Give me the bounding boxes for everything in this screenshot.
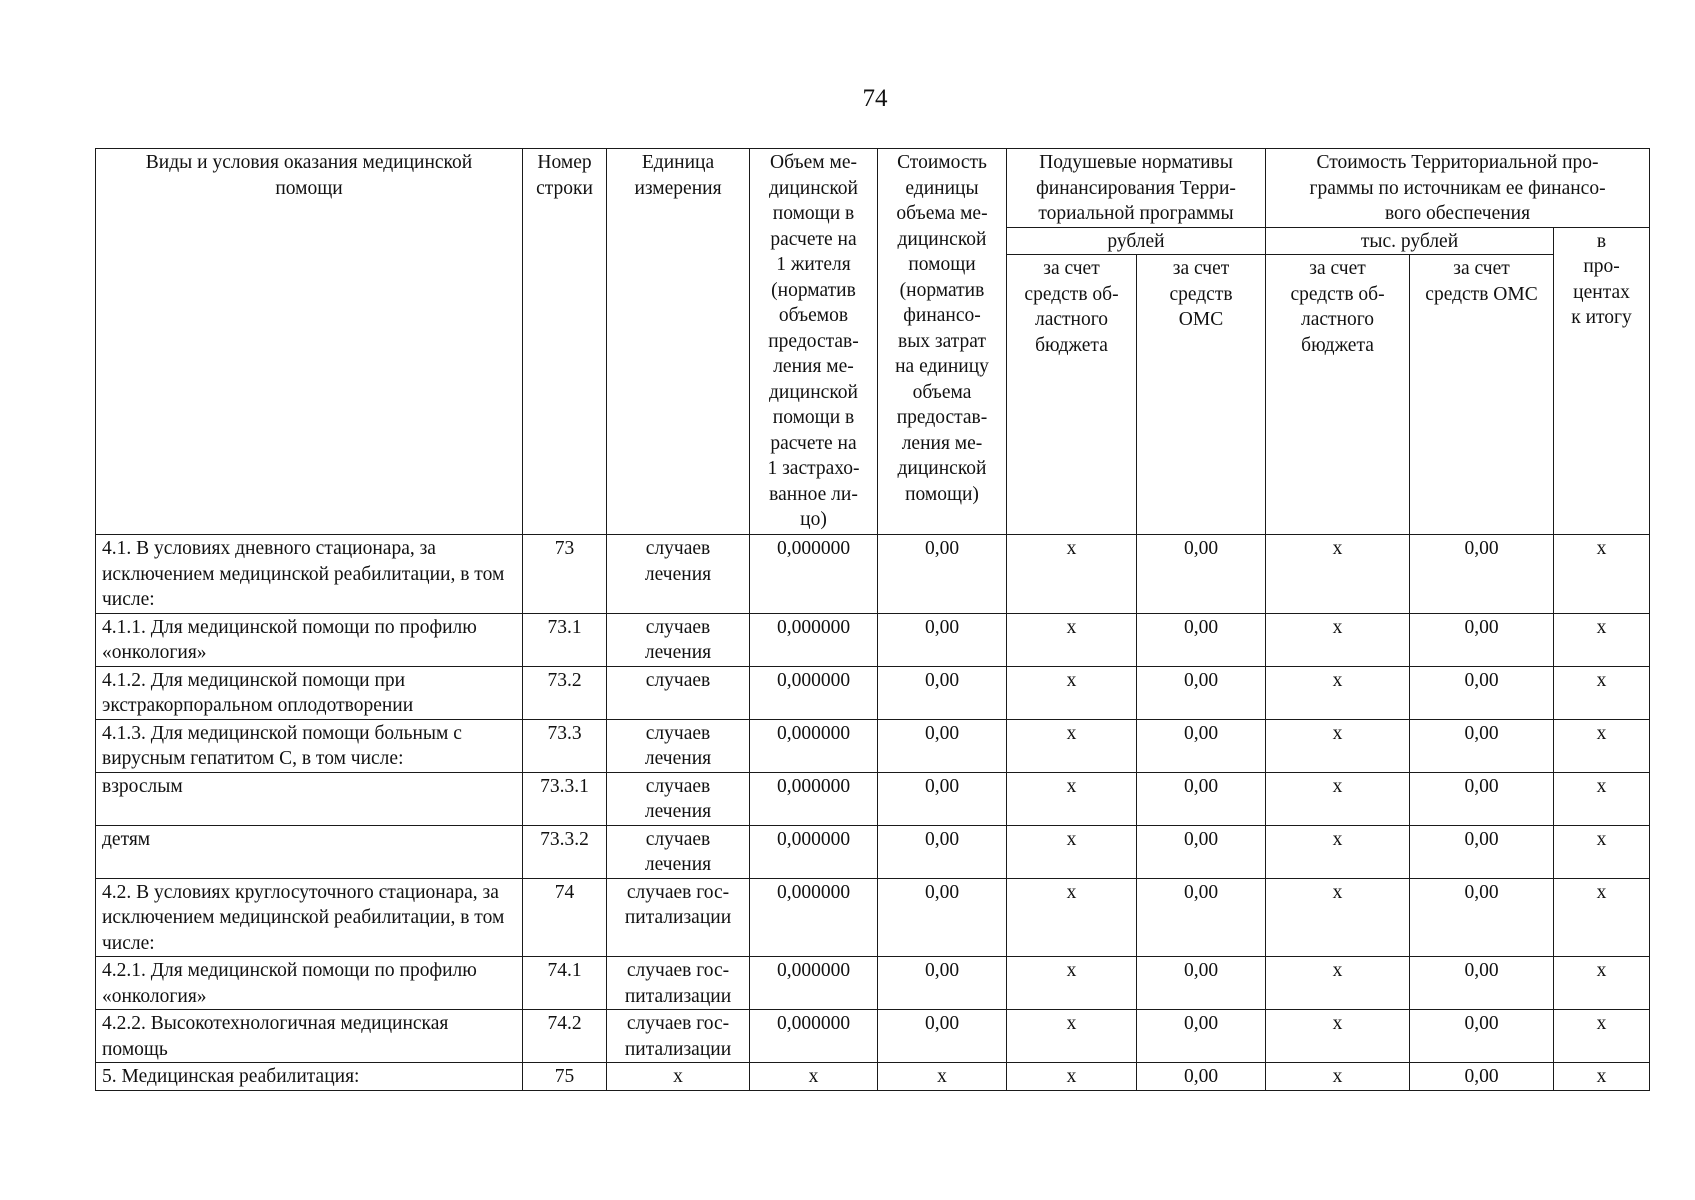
header-volume: Объем ме- дицинской помощи в расчете на 1 жителя (норматив объемов предостав- ления ме- дицинской помощи в расчете на 1 застрахо- ванное ли- цо) [750, 149, 878, 535]
row-name: 4.1.3. Для медицинской помощи больным с вирусным гепатитом С, в том числе: [96, 719, 523, 772]
row-per-capita-regional: х [1007, 772, 1137, 825]
row-percent: х [1554, 825, 1650, 878]
row-volume: 0,000000 [750, 535, 878, 614]
row-cost-regional: х [1266, 719, 1410, 772]
row-unit-cost: 0,00 [878, 825, 1007, 878]
row-per-capita-oms: 0,00 [1137, 825, 1266, 878]
row-cost-regional: х [1266, 535, 1410, 614]
row-name: 4.1.1. Для медицинской помощи по профилю «онкология» [96, 613, 523, 666]
header-per-capita-norms: Подушевые нормативы финансирования Терри- ториальной программы [1007, 149, 1266, 228]
row-per-capita-regional: х [1007, 878, 1137, 957]
header-cost-regional: за счет средств об- ластного бюджета [1266, 255, 1410, 535]
row-per-capita-regional: х [1007, 535, 1137, 614]
row-percent: х [1554, 666, 1650, 719]
row-volume: 0,000000 [750, 719, 878, 772]
row-cost-regional: х [1266, 825, 1410, 878]
row-per-capita-oms: 0,00 [1137, 613, 1266, 666]
table-row [96, 772, 1650, 825]
row-unit-cost: 0,00 [878, 1010, 1007, 1063]
page-number: 74 [862, 85, 888, 112]
row-name: 4.2.2. Высокотехнологичная медицинская помощь [96, 1010, 523, 1063]
header-unit-thousand-rubles: тыс. рублей [1266, 227, 1554, 255]
row-percent: х [1554, 878, 1650, 957]
row-number: 74 [523, 878, 607, 957]
table-row [96, 878, 1650, 957]
row-per-capita-regional: х [1007, 825, 1137, 878]
row-volume: 0,000000 [750, 825, 878, 878]
row-number: 75 [523, 1063, 607, 1091]
row-number: 74.1 [523, 957, 607, 1010]
row-cost-regional: х [1266, 772, 1410, 825]
row-per-capita-regional: х [1007, 719, 1137, 772]
row-volume: 0,000000 [750, 1010, 878, 1063]
row-unit-cost: 0,00 [878, 613, 1007, 666]
header-program-cost: Стоимость Территориальной про- граммы по источникам ее финансо- вого обеспечения [1266, 149, 1650, 228]
row-unit: случаев лечения [607, 772, 750, 825]
row-unit: случаев лечения [607, 719, 750, 772]
row-number: 73.2 [523, 666, 607, 719]
table-row [96, 666, 1650, 719]
header-unit: Единица измерения [607, 149, 750, 535]
row-volume: 0,000000 [750, 666, 878, 719]
row-name: 5. Медицинская реабилитация: [96, 1063, 523, 1091]
row-cost-oms: 0,00 [1410, 613, 1554, 666]
row-unit: случаев лечения [607, 613, 750, 666]
table-row [96, 1010, 1650, 1063]
row-number: 73.3.1 [523, 772, 607, 825]
row-cost-regional: х [1266, 1010, 1410, 1063]
row-per-capita-oms: 0,00 [1137, 1063, 1266, 1091]
row-name: 4.2. В условиях круглосуточного стационара, за исключением медицинской реабилитации, в том числе: [96, 878, 523, 957]
row-per-capita-regional: х [1007, 1010, 1137, 1063]
header-per-capita-oms: за счет средств ОМС [1137, 255, 1266, 535]
row-cost-regional: х [1266, 957, 1410, 1010]
row-percent: х [1554, 613, 1650, 666]
row-cost-oms: 0,00 [1410, 878, 1554, 957]
row-cost-regional: х [1266, 1063, 1410, 1091]
table-row [96, 957, 1650, 1010]
header-unit-rubles: рублей [1007, 227, 1266, 255]
row-cost-oms: 0,00 [1410, 772, 1554, 825]
row-number: 74.2 [523, 1010, 607, 1063]
row-percent: х [1554, 1063, 1650, 1091]
row-per-capita-oms: 0,00 [1137, 772, 1266, 825]
row-unit: случаев гос- питализации [607, 957, 750, 1010]
row-cost-oms: 0,00 [1410, 1063, 1554, 1091]
row-name: 4.1.2. Для медицинской помощи при экстракорпоральном оплодотворении [96, 666, 523, 719]
row-unit-cost: 0,00 [878, 666, 1007, 719]
row-volume: 0,000000 [750, 613, 878, 666]
table-row [96, 613, 1650, 666]
row-unit: случаев лечения [607, 535, 750, 614]
row-percent: х [1554, 772, 1650, 825]
row-unit: случаев гос- питализации [607, 878, 750, 957]
row-unit-cost: 0,00 [878, 719, 1007, 772]
row-number: 73.1 [523, 613, 607, 666]
row-percent: х [1554, 535, 1650, 614]
row-unit-cost: х [878, 1063, 1007, 1091]
row-unit: х [607, 1063, 750, 1091]
row-cost-oms: 0,00 [1410, 719, 1554, 772]
header-kinds-of-care: Виды и условия оказания медицинской помощи [96, 149, 523, 535]
row-per-capita-regional: х [1007, 1063, 1137, 1091]
row-unit-cost: 0,00 [878, 535, 1007, 614]
table-row [96, 825, 1650, 878]
row-cost-oms: 0,00 [1410, 825, 1554, 878]
row-unit: случаев лечения [607, 825, 750, 878]
row-per-capita-regional: х [1007, 613, 1137, 666]
row-cost-regional: х [1266, 613, 1410, 666]
row-per-capita-regional: х [1007, 666, 1137, 719]
header-per-capita-regional: за счет средств об- ластного бюджета [1007, 255, 1137, 535]
row-per-capita-oms: 0,00 [1137, 957, 1266, 1010]
row-per-capita-oms: 0,00 [1137, 535, 1266, 614]
table-row [96, 719, 1650, 772]
row-cost-oms: 0,00 [1410, 666, 1554, 719]
header-row-number: Номер строки [523, 149, 607, 535]
row-unit: случаев [607, 666, 750, 719]
row-cost-oms: 0,00 [1410, 1010, 1554, 1063]
row-percent: х [1554, 1010, 1650, 1063]
table-row [96, 535, 1650, 614]
row-unit: случаев гос- питализации [607, 1010, 750, 1063]
row-percent: х [1554, 957, 1650, 1010]
row-number: 73.3.2 [523, 825, 607, 878]
row-per-capita-oms: 0,00 [1137, 719, 1266, 772]
row-name: 4.1. В условиях дневного стационара, за исключением медицинской реабилитации, в том числе: [96, 535, 523, 614]
row-unit-cost: 0,00 [878, 772, 1007, 825]
row-name: 4.2.1. Для медицинской помощи по профилю «онкология» [96, 957, 523, 1010]
row-per-capita-regional: х [1007, 957, 1137, 1010]
row-unit-cost: 0,00 [878, 878, 1007, 957]
header-unit-cost: Стоимость единицы объема ме- дицинской помощи (норматив финансо- вых затрат на единицу объема предостав- ления ме- дицинской помощи) [878, 149, 1007, 535]
row-number: 73.3 [523, 719, 607, 772]
row-name: детям [96, 825, 523, 878]
row-volume: 0,000000 [750, 878, 878, 957]
header-cost-oms: за счет средств ОМС [1410, 255, 1554, 535]
row-volume: 0,000000 [750, 957, 878, 1010]
row-cost-regional: х [1266, 878, 1410, 957]
row-volume: 0,000000 [750, 772, 878, 825]
row-cost-oms: 0,00 [1410, 957, 1554, 1010]
row-name: взрослым [96, 772, 523, 825]
row-percent: х [1554, 719, 1650, 772]
row-volume: х [750, 1063, 878, 1091]
row-per-capita-oms: 0,00 [1137, 878, 1266, 957]
row-per-capita-oms: 0,00 [1137, 1010, 1266, 1063]
healthcare-financing-table [95, 148, 1650, 1091]
row-unit-cost: 0,00 [878, 957, 1007, 1010]
row-cost-regional: х [1266, 666, 1410, 719]
header-percent-of-total: в про- центах к итогу [1554, 227, 1650, 535]
row-per-capita-oms: 0,00 [1137, 666, 1266, 719]
table-row [96, 1063, 1650, 1091]
row-number: 73 [523, 535, 607, 614]
row-cost-oms: 0,00 [1410, 535, 1554, 614]
